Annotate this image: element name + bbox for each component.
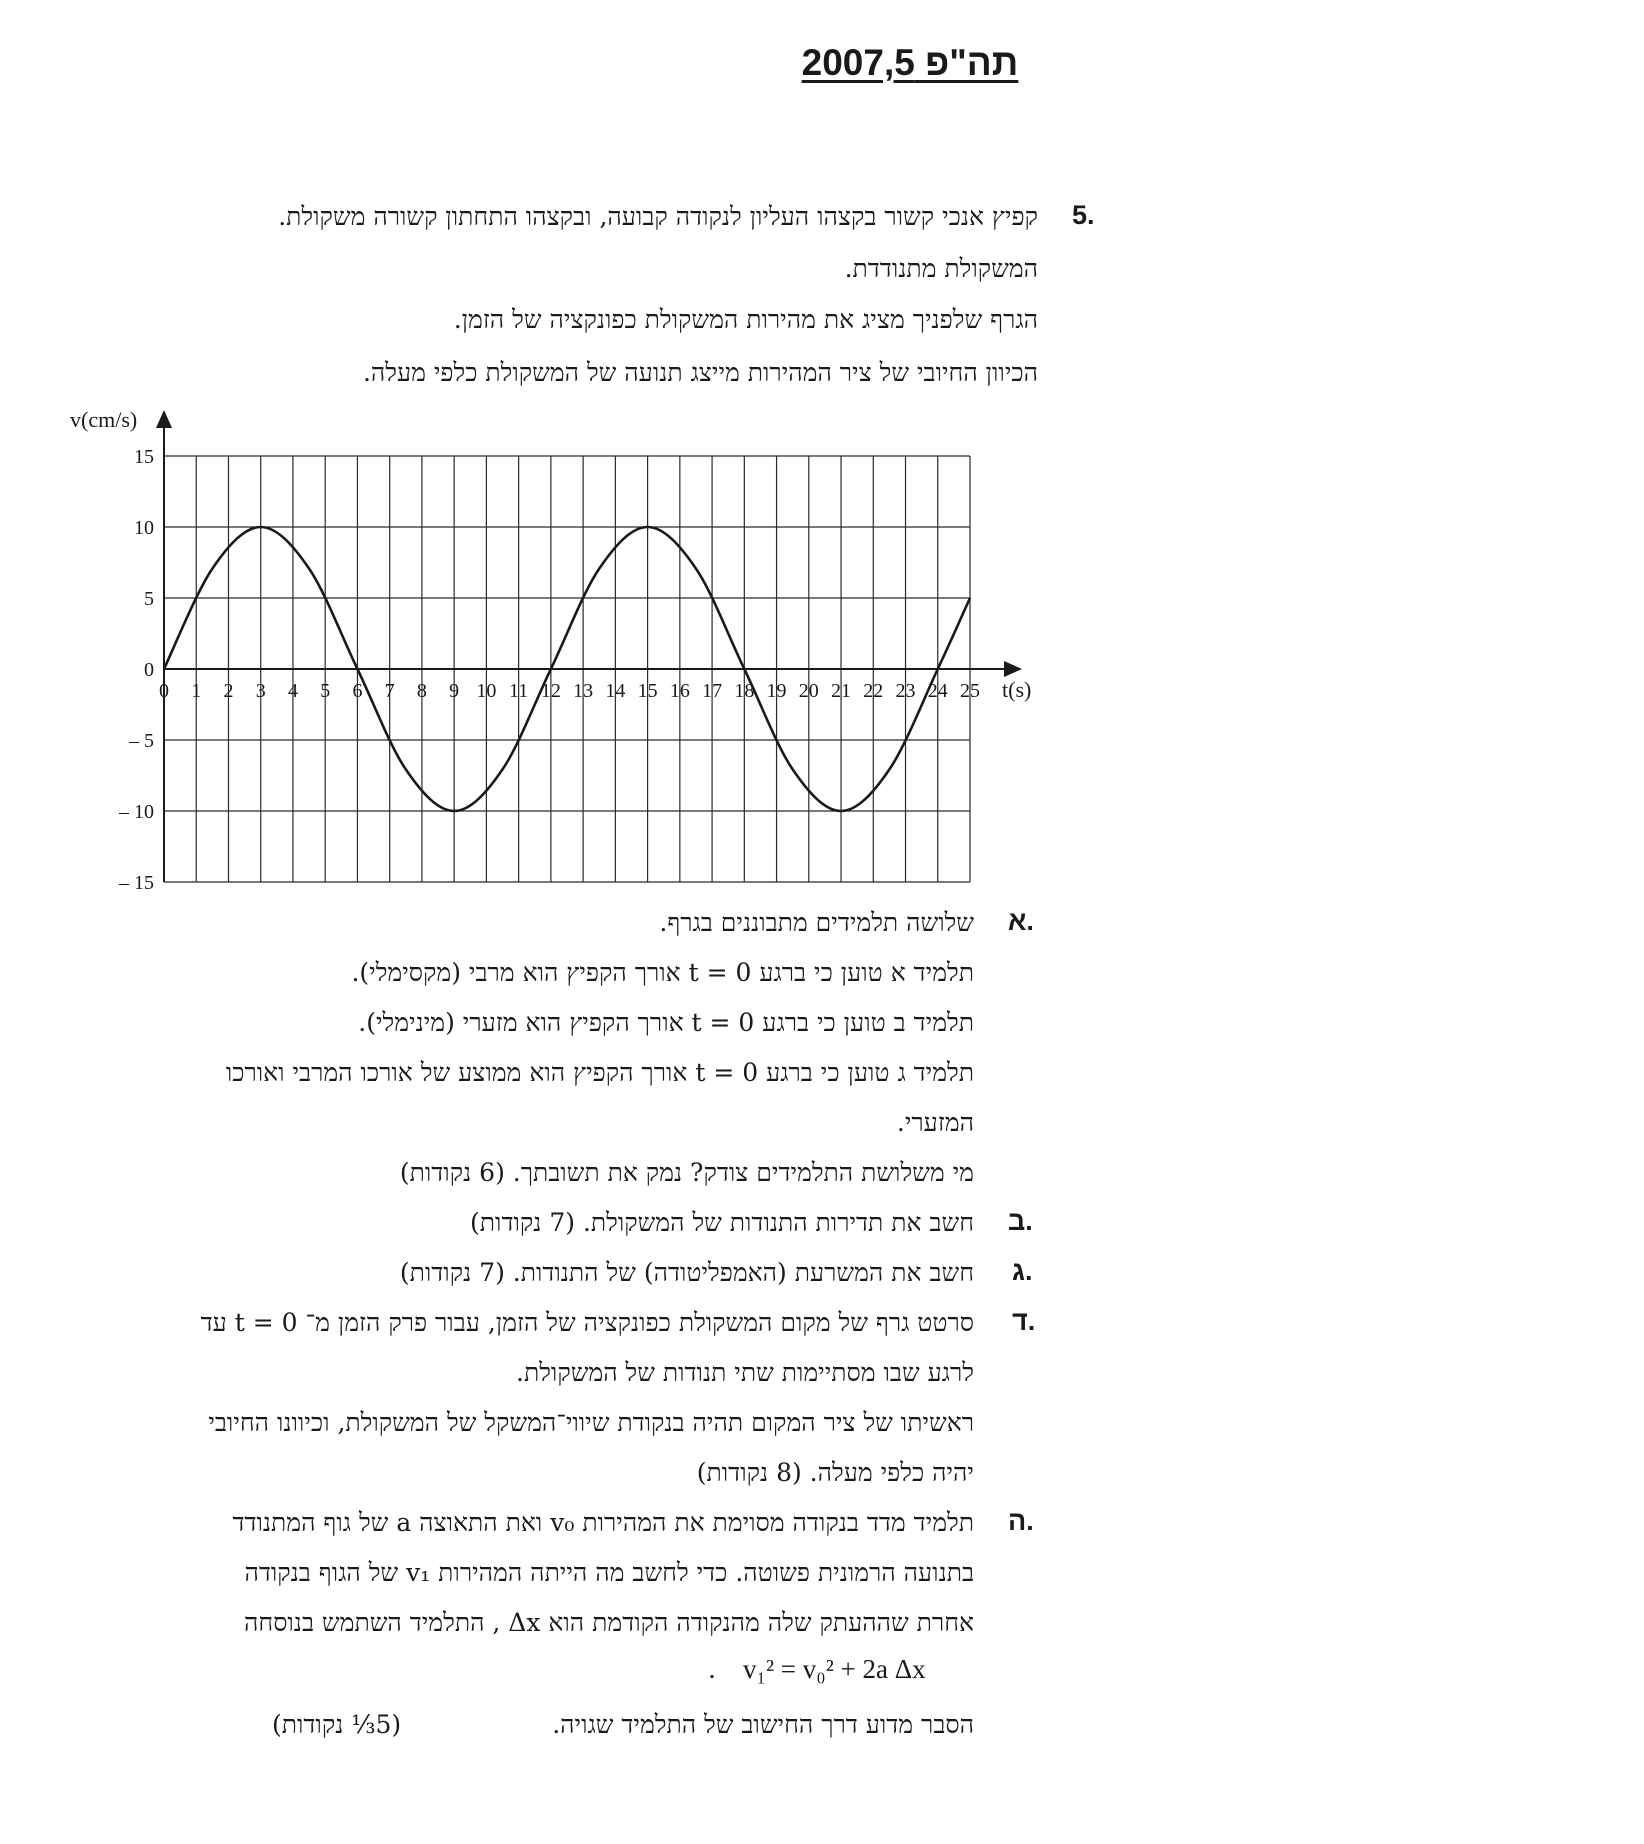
x-tick-label: 20: [798, 680, 819, 702]
x-tick-label: 3: [255, 680, 266, 702]
x-tick-label: 1: [191, 680, 202, 702]
part-e-line-3: אחרת שההעתק שלה מהנקודה הקודמת הוא Δx , התלמיד השתמש בנוסחה: [244, 1608, 974, 1637]
page-title: תה"פ 2007,5: [801, 42, 1019, 83]
part-e-mark: ה.: [1008, 1506, 1034, 1536]
x-tick-label: 4: [287, 680, 298, 702]
x-tick-label: 10: [476, 680, 497, 702]
x-tick-label: 14: [605, 680, 626, 702]
x-tick-label: 24: [927, 680, 948, 702]
velocity-time-chart: [0, 395, 1080, 895]
x-tick-label: 22: [863, 680, 884, 702]
part-a-line-5: המזערי.: [896, 1108, 974, 1137]
intro-line-2: המשקולת מתנודדת.: [844, 254, 1038, 283]
part-e-last-line: הסבר מדוע דרך החישוב של התלמיד שגויה.: [552, 1710, 974, 1739]
x-axis-label: t(s): [1002, 677, 1032, 702]
part-e-line-1: תלמיד מדד בנקודה מסוימת את המהירות v₀ ואת התאוצה a של גוף המתנודד: [232, 1508, 974, 1537]
x-tick-label: 12: [540, 680, 561, 702]
y-tick-label: 5: [144, 588, 154, 610]
part-d-line-3: ראשיתו של ציר המקום תהיה בנקודת שיווי־המשקל של המשקולת, וכיוונו החיובי: [208, 1408, 974, 1437]
y-axis-label: v(cm/s): [70, 407, 138, 432]
x-tick-label: 18: [734, 680, 755, 702]
y-tick-label: – 15: [119, 872, 154, 894]
intro-line-3: הגרף שלפניך מציג את מהירות המשקולת כפונקציה של הזמן.: [453, 305, 1038, 334]
part-a-line-2: תלמיד א טוען כי ברגע t = 0 אורך הקפיץ הוא מרבי (מקסימלי).: [351, 958, 974, 987]
part-a-line-4: תלמיד ג טוען כי ברגע t = 0 אורך הקפיץ הוא ממוצע של אורכו המרבי ואורכו: [225, 1058, 974, 1087]
part-b-line-1: חשב את תדירות התנודות של המשקולת. (7 נקודות): [470, 1208, 974, 1237]
part-a-line-6: מי משלושת התלמידים צודק? נמק את תשובתך. (6 נקודות): [399, 1158, 974, 1187]
question-number: 5.: [1072, 200, 1095, 230]
x-tick-label: 7: [384, 680, 395, 702]
part-b-mark: ב.: [1008, 1206, 1033, 1236]
x-tick-label: 5: [320, 680, 331, 702]
x-tick-label: 11: [509, 680, 529, 702]
y-tick-label: 15: [134, 446, 154, 468]
x-tick-label: 15: [637, 680, 658, 702]
y-tick-label: 10: [134, 517, 154, 539]
formula: v₁² = v₀² + 2a Δx: [743, 1654, 926, 1684]
x-tick-label: 8: [416, 680, 427, 702]
part-c-line-1: חשב את המשרעת (האמפליטודה) של התנודות. (7 נקודות): [399, 1258, 974, 1287]
x-tick-label: 16: [669, 680, 690, 702]
part-d-line-4: יהיה כלפי מעלה. (8 נקודות): [696, 1458, 974, 1487]
x-tick-label: 19: [766, 680, 787, 702]
formula-line: [708, 1654, 926, 1685]
x-tick-label: 21: [831, 680, 852, 702]
part-d-line-1: סרטט גרף של מקום המשקולת כפונקציה של הזמן, עבור פרק הזמן מ־ t = 0 עד: [200, 1308, 974, 1337]
x-tick-label: 13: [573, 680, 594, 702]
part-a-mark: א.: [1008, 906, 1034, 936]
formula-end: .: [708, 1655, 716, 1684]
part-d-mark: ד.: [1012, 1306, 1036, 1336]
x-tick-label: 9: [449, 680, 460, 702]
x-tick-label: 25: [960, 680, 980, 702]
y-tick-label: 0: [144, 659, 154, 681]
part-e-line-2: בתנועה הרמונית פשוטה. כדי לחשב מה הייתה המהירות v₁ של הגוף בנקודה: [244, 1558, 974, 1587]
x-tick-label: 0: [159, 680, 169, 702]
part-e-points: (5⅓ נקודות): [272, 1710, 402, 1739]
y-tick-label: – 5: [129, 730, 154, 752]
x-tick-label: 17: [702, 680, 723, 702]
part-a-line-1: שלושה תלמידים מתבוננים בגרף.: [659, 908, 974, 937]
x-tick-label: 6: [352, 680, 363, 702]
part-c-mark: ג.: [1012, 1256, 1033, 1286]
intro-line-1: קפיץ אנכי קשור בקצהו העליון לנקודה קבועה, ובקצהו התחתון קשורה משקולת.: [278, 202, 1038, 231]
x-tick-label: 23: [895, 680, 916, 702]
x-tick-label: 2: [223, 680, 234, 702]
part-a-line-3: תלמיד ב טוען כי ברגע t = 0 אורך הקפיץ הוא מזערי (מינימלי).: [358, 1008, 974, 1037]
part-d-line-2: לרגע שבו מסתיימות שתי תנודות של המשקולת.: [516, 1358, 974, 1387]
y-tick-label: – 10: [119, 801, 154, 823]
intro-line-4: הכיוון החיובי של ציר המהירות מייצג תנועה של המשקולת כלפי מעלה.: [362, 358, 1038, 387]
